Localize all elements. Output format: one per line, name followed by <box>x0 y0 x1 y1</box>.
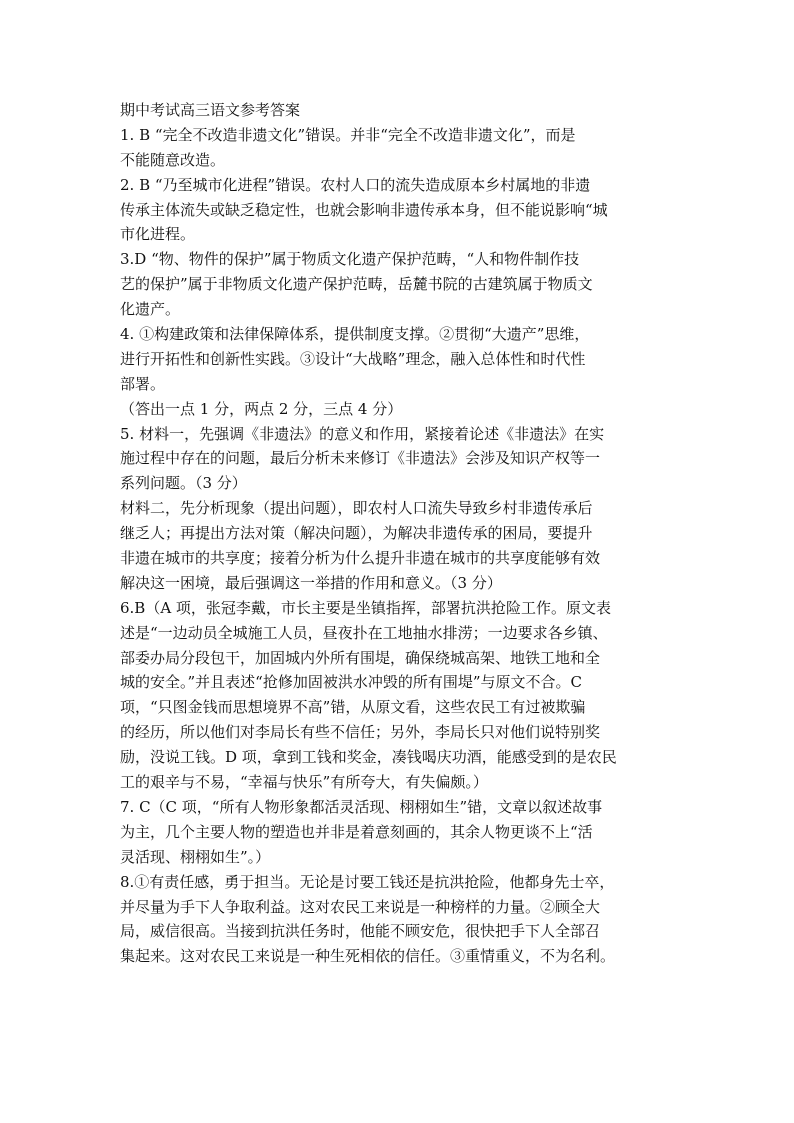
text-line-8: 化遗产。 <box>120 300 181 319</box>
text-line-4: 传承主体流失或缺乏稳定性，也就会影响非遗传承本身，但不能说影响“城 <box>120 200 608 219</box>
text-line-15: 系列问题。（3 分） <box>120 474 247 493</box>
text-line-2: 不能随意改造。 <box>120 150 226 169</box>
text-line-3: 2. B “乃至城市化进程”错误。农村人口的流失造成原本乡村属地的非遗 <box>120 175 591 194</box>
text-line-11: 部署。 <box>120 374 166 393</box>
answer-document <box>120 98 680 969</box>
text-line-9: 4. ①构建政策和法律保障体系，提供制度支撑。②贯彻“大遗产”思维， <box>120 325 590 344</box>
text-line-29: 为主，几个主要人物的塑造也并非是着意刻画的，其余人物更谈不上“活 <box>120 822 593 841</box>
text-line-13: 5. 材料一，先强调《非遗法》的意义和作用，紧接着论述《非遗法》在实 <box>120 424 605 443</box>
text-line-7: 艺的保护”属于非物质文化遗产保护范畴，岳麓书院的古建筑属于物质文 <box>120 275 593 294</box>
text-line-17: 继乏人；再提出方法对策（解决问题），为解决非遗传承的困局，要提升 <box>120 524 593 543</box>
text-line-32: 并尽量为手下人争取利益。这对农民工来说是一种榜样的力量。②顾全大 <box>120 897 601 916</box>
text-line-20: 6.B（A 项，张冠李戴，市长主要是坐镇指挥，部署抗洪抢险工作。原文表 <box>120 598 611 617</box>
text-line-14: 施过程中存在的问题，最后分析未来修订《非遗法》会涉及知识产权等一 <box>120 449 601 468</box>
text-line-19: 解决这一困境，最后强调这一举措的作用和意义。（3 分） <box>120 573 502 592</box>
document-title: 期中考试高三语文参考答案 <box>120 101 301 119</box>
text-line-25: 的经历，所以他们对李局长有些不信任；另外，李局长只对他们说特别奖 <box>120 723 601 742</box>
text-line-33: 局，威信很高。当接到抗洪任务时，他能不顾安危，很快把手下人全部召 <box>120 922 601 941</box>
text-line-1: 1. B “完全不改造非遗文化”错误。并非“完全不改造非遗文化”，而是 <box>120 125 576 144</box>
text-line-26: 励，没说工钱。D 项，拿到工钱和奖金，凑钱喝庆功酒，能感受到的是农民 <box>120 748 617 767</box>
text-line-34: 集起来。这对农民工来说是一种生死相依的信任。③重情重义，不为名利。 <box>120 947 616 966</box>
text-line-10: 进行开拓性和创新性实践。③设计“大战略”理念，融入总体性和时代性 <box>120 349 586 368</box>
text-line-12: （答出一点 1 分，两点 2 分，三点 4 分） <box>120 399 403 418</box>
text-line-22: 部委办局分段包干，加固城内外所有围堤，确保绕城高架、地铁工地和全 <box>120 648 601 667</box>
text-line-21: 述是“一边动员全城施工人员，昼夜扑在工地抽水排涝；一边要求各乡镇、 <box>120 623 608 642</box>
text-line-28: 7. C（C 项，“所有人物形象都活灵活现、栩栩如生”错，文章以叙述故事 <box>120 797 603 816</box>
text-line-27: 工的艰辛与不易，“幸福与快乐”有所夸大，有失偏颇。） <box>120 773 488 792</box>
text-line-23: 城的安全。”并且表述“抢修加固被洪水冲毁的所有围堤”与原文不合。C <box>120 673 582 692</box>
text-line-5: 市化进程。 <box>120 225 196 244</box>
text-line-30: 灵活现、栩栩如生”。） <box>120 847 271 866</box>
text-line-6: 3.D “物、物件的保护”属于物质文化遗产保护范畴，“人和物件制作技 <box>120 250 580 269</box>
text-line-16: 材料二，先分析现象（提出问题），即农村人口流失导致乡村非遗传承后 <box>120 499 593 518</box>
text-line-31: 8.①有责任感，勇于担当。无论是讨要工钱还是抗洪抢险，他都身先士卒， <box>120 872 615 891</box>
text-line-24: 项，“只图金钱而思想境界不高”错，从原文看，这些农民工有过被欺骗 <box>120 698 586 717</box>
text-line-18: 非遗在城市的共享度；接着分析为什么提升非遗在城市的共享度能够有效 <box>120 549 601 568</box>
